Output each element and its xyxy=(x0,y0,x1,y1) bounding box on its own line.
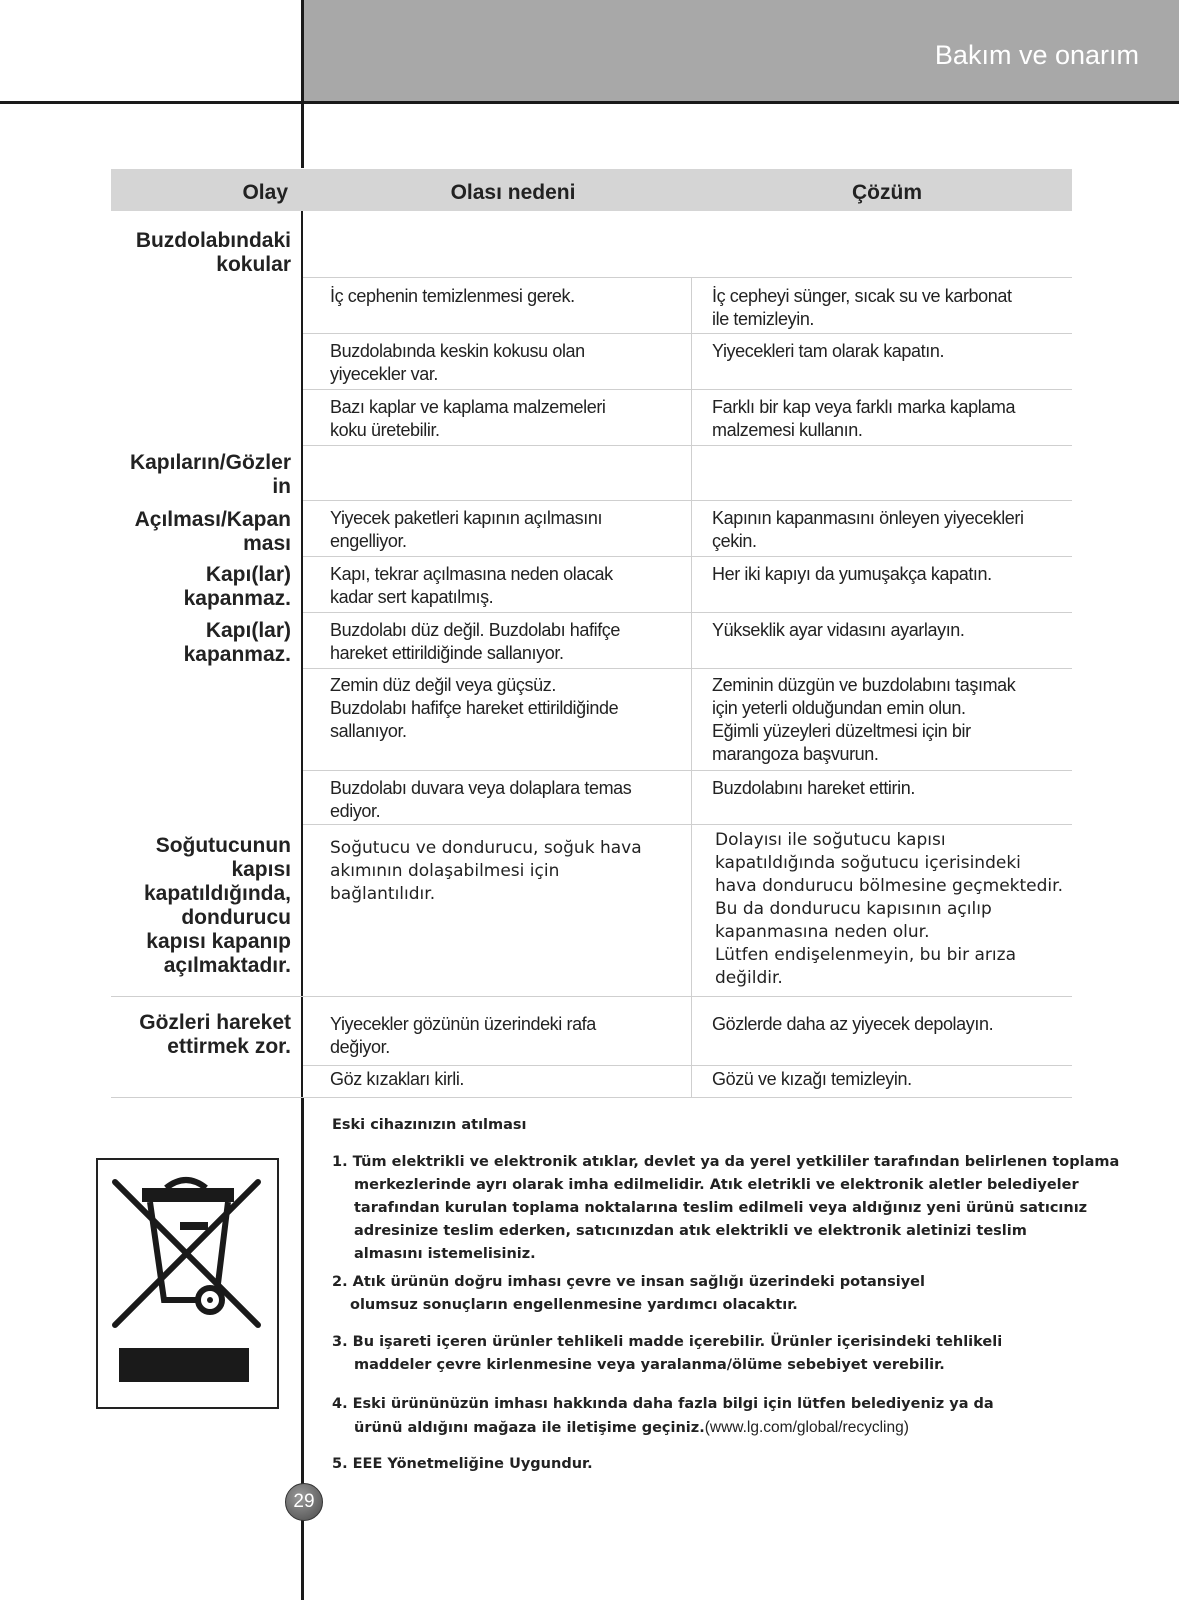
solution-cell: Yükseklik ayar vidasını ayarlayın. xyxy=(712,620,965,640)
event-label: Açılması/Kapan ması xyxy=(134,508,291,555)
page-number: 29 xyxy=(285,1483,323,1521)
row-rule xyxy=(303,612,1072,613)
solution-cell: Gözlerde daha az yiyecek depolayın. xyxy=(712,1014,994,1034)
disposal-item xyxy=(332,1393,1122,1440)
recycling-url: (www.lg.com/global/recycling) xyxy=(704,1419,909,1436)
row-rule xyxy=(303,389,1072,390)
event-label: Kapı(lar) kapanmaz. xyxy=(183,619,291,666)
top-rule xyxy=(0,101,1179,104)
solution-cell: Yiyecekleri tam olarak kapatın. xyxy=(712,341,945,361)
header-solution: Çözüm xyxy=(852,181,922,204)
weee-symbol-frame xyxy=(96,1158,279,1409)
vertical-rule-top xyxy=(301,0,304,168)
header-event: Olay xyxy=(242,181,288,204)
solution-cell: Buzdolabını hareket ettirin. xyxy=(712,778,915,798)
disposal-item xyxy=(332,1271,1122,1317)
disposal-item xyxy=(332,1453,1122,1476)
cause-cell: Yiyecekler gözünün üzerindeki rafa değiyor. xyxy=(330,1014,596,1057)
row-rule xyxy=(303,1065,1072,1066)
solution-cell: İç cepheyi sünger, sıcak su ve karbonat ile temizleyin. xyxy=(712,286,1012,329)
column-divider xyxy=(691,278,692,1098)
row-rule xyxy=(111,1097,1072,1098)
row-rule xyxy=(303,770,1072,771)
solution-cell: Dolayısı ile soğutucu kapısı kapatıldığında soğutucu içerisindeki hava dondurucu bölmesine geçmektedir. Bu da dondurucu kapısının açılıp kapanmasına neden olur. Lütfen endişelenmeyin, bu bir arıza değildir. xyxy=(715,830,1063,988)
cause-cell: Buzdolabı düz değil. Buzdolabı hafifçe hareket ettirildiğinde sallanıyor. xyxy=(330,620,621,663)
event-label: Buzdolabındaki kokular xyxy=(135,229,291,276)
event-label: Kapıların/Gözler in xyxy=(129,451,291,498)
cause-cell: İç cephenin temizlenmesi gerek. xyxy=(330,286,575,306)
disposal-item-first-line: 3. Bu işareti içeren ürünler tehlikeli madde içerebilir. Ürünler içerisindeki tehlikeli xyxy=(332,1334,1003,1350)
row-rule xyxy=(303,277,1072,278)
table-vertical-rule xyxy=(301,211,303,1101)
disposal-item xyxy=(332,1331,1122,1377)
cause-cell: Buzdolabında keskin kokusu olan yiyecekler var. xyxy=(330,341,585,384)
disposal-item-first-line: 2. Atık ürünün doğru imhası çevre ve insan sağlığı üzerindeki potansiyel xyxy=(332,1274,925,1290)
cause-cell: Zemin düz değil veya güçsüz. Buzdolabı hafifçe hareket ettirildiğinde sallanıyor. xyxy=(330,675,619,741)
cause-cell: Göz kızakları kirli. xyxy=(330,1069,465,1089)
row-rule xyxy=(303,556,1072,557)
cause-cell: Bazı kaplar ve kaplama malzemeleri koku üretebilir. xyxy=(330,397,606,440)
disposal-item-first-line: 4. Eski ürününüzün imhası hakkında daha fazla bilgi için lütfen belediyeniz ya da xyxy=(332,1396,994,1412)
event-label: Gözleri hareket ettirmek zor. xyxy=(139,1011,291,1058)
row-rule xyxy=(303,333,1072,334)
disposal-item-first-line: 1. Tüm elektrikli ve elektronik atıklar, devlet ya da yerel yetkililer tarafından belirlenen toplama xyxy=(332,1154,1120,1170)
disposal-title: Eski cihazınızın atılması xyxy=(332,1117,527,1133)
disposal-item-text: olumsuz sonuçların engellenmesine yardımcı olacaktır. xyxy=(350,1297,798,1313)
solution-cell: Kapının kapanmasını önleyen yiyecekleri çekin. xyxy=(712,508,1024,551)
crossed-out-wheelie-bin-icon xyxy=(98,1160,277,1407)
cause-cell: Yiyecek paketleri kapının açılmasını engelliyor. xyxy=(330,508,603,551)
page-title: Bakım ve onarım xyxy=(934,40,1139,70)
disposal-item-first-line: 5. EEE Yönetmeliğine Uygundur. xyxy=(332,1456,593,1472)
cause-cell: Buzdolabı duvara veya dolaplara temas ediyor. xyxy=(330,778,632,821)
disposal-item-text: merkezlerinde ayrı olarak imha edilmelidir. Atık eletrikli ve elektronik aletler belediyeler tarafından kurulan toplama noktalarına teslim edilmeli veya aldığınız yeni ürünü satıcınız adresinize teslim ederken, satıcınızdan atık elektrikli ve elektronik aletinizi teslim almasını istemelisiniz. xyxy=(354,1177,1088,1262)
solution-cell: Gözü ve kızağı temizleyin. xyxy=(712,1069,912,1089)
row-rule xyxy=(303,445,1072,446)
row-rule xyxy=(303,500,1072,501)
cause-cell: Kapı, tekrar açılmasına neden olacak kadar sert kapatılmış. xyxy=(330,564,613,607)
solution-cell: Her iki kapıyı da yumuşakça kapatın. xyxy=(712,564,992,584)
header-cause: Olası nedeni xyxy=(450,181,576,204)
disposal-item-text: ürünü aldığını mağaza ile iletişime geçiniz. xyxy=(354,1420,705,1436)
row-rule xyxy=(303,668,1072,669)
vertical-rule-bottom xyxy=(301,1098,304,1600)
solution-cell: Zeminin düzgün ve buzdolabını taşımak için yeterli olduğundan emin olun. Eğimli yüzeyleri düzeltmesi için bir marangoza başvurun. xyxy=(712,675,1016,764)
row-rule xyxy=(303,824,1072,825)
disposal-item-text: maddeler çevre kirlenmesine veya yaralanma/ölüme sebebiyet verebilir. xyxy=(354,1357,945,1373)
solution-cell: Farklı bir kap veya farklı marka kaplama malzemesi kullanın. xyxy=(712,397,1016,440)
row-rule xyxy=(111,996,1072,997)
cause-cell: Soğutucu ve dondurucu, soğuk hava akımının dolaşabilmesi için bağlantılıdır. xyxy=(330,838,642,904)
event-label: Kapı(lar) kapanmaz. xyxy=(183,563,291,610)
disposal-item xyxy=(332,1151,1122,1266)
event-label: Soğutucunun kapısı kapatıldığında, dondurucu kapısı kapanıp açılmaktadır. xyxy=(143,834,291,977)
